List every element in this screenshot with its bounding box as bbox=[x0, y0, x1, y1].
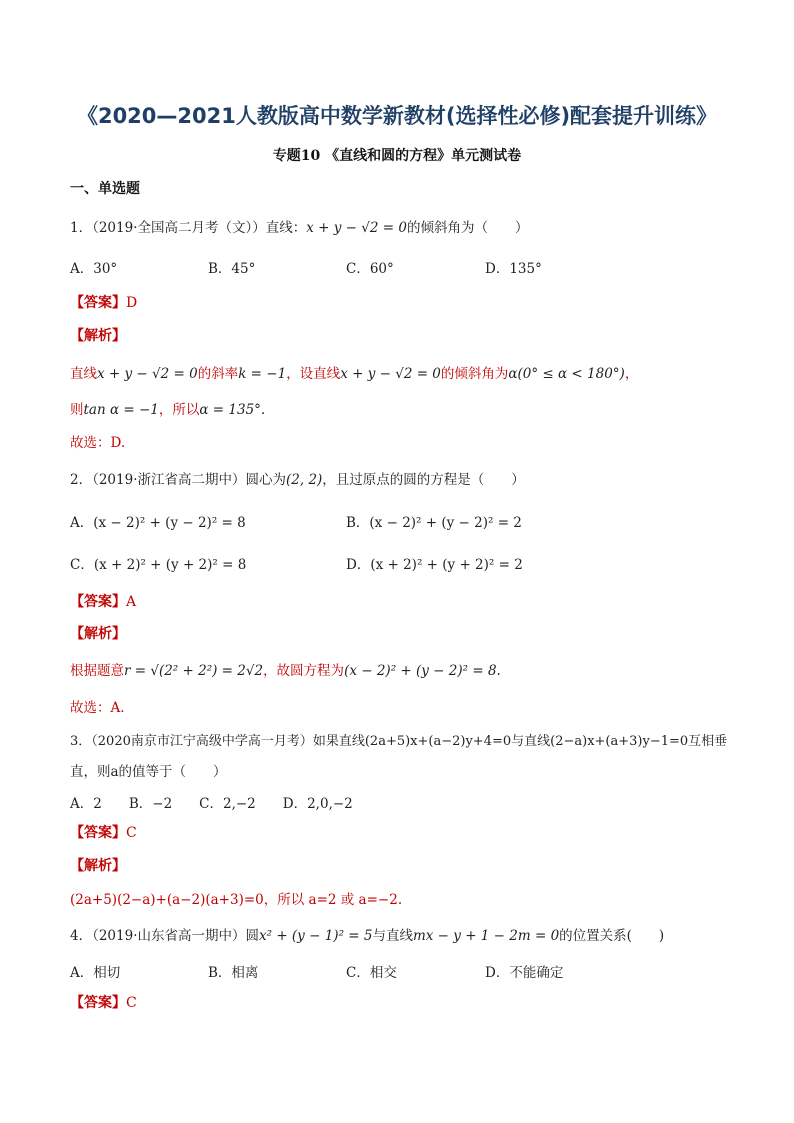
q2-option-c: C．(x + 2)² + (y + 2)² = 8 bbox=[70, 557, 247, 573]
q4-stem-prefix: 4．（2019·山东省高一期中）圆 bbox=[70, 928, 259, 944]
q4-stem-math: mx − y + 1 − 2m = 0 bbox=[412, 928, 560, 944]
q2-analysis-line bbox=[70, 659, 501, 679]
q2-stem bbox=[70, 468, 525, 488]
q1-option-a: A．30° bbox=[70, 261, 118, 277]
math-fragment: k = −1 bbox=[238, 366, 287, 382]
q2-analysis-label: 【解析】 bbox=[70, 626, 126, 642]
math-fragment: α(0° ≤ α < 180°) bbox=[508, 366, 625, 382]
math-fragment: α = 135°. bbox=[199, 402, 266, 418]
text-fragment: ，设直线 bbox=[286, 366, 341, 382]
document-subtitle: 专题10 《直线和圆的方程》单元测试卷 bbox=[272, 148, 522, 164]
q3-stem-line2: 直，则a的值等于（ ） bbox=[70, 764, 227, 780]
q1-answer bbox=[70, 292, 137, 312]
math-fragment: x + y − √2 = 0 bbox=[97, 366, 198, 382]
q2-option-a: A．(x − 2)² + (y − 2)² = 8 bbox=[70, 515, 246, 531]
section-heading: 一、单选题 bbox=[70, 181, 140, 197]
q1-analysis-line1 bbox=[70, 362, 638, 382]
q2-stem-prefix: 2．（2019·浙江省高二期中）圆心为 bbox=[70, 472, 286, 488]
q4-stem-mid: 与直线 bbox=[372, 928, 413, 944]
math-fragment: (x − 2)² + (y − 2)² = 8. bbox=[344, 663, 501, 679]
q1-stem-prefix: 1．（2019·全国高二月考（文））直线： bbox=[70, 220, 307, 236]
q1-analysis-line2 bbox=[70, 398, 265, 418]
q3-options: A．2 B．−2 C．2,−2 D．2,0,−2 bbox=[70, 796, 353, 812]
q3-analysis: (2a+5)(2−a)+(a−2)(a+3)=0，所以 a=2 或 a=−2. bbox=[70, 892, 403, 908]
math-fragment: x + y − √2 = 0 bbox=[340, 366, 441, 382]
q1-option-c: C．60° bbox=[346, 261, 394, 277]
q2-option-d: D．(x + 2)² + (y + 2)² = 2 bbox=[346, 557, 523, 573]
q4-option-c: C．相交 bbox=[346, 965, 397, 981]
text-fragment: 的斜率 bbox=[197, 366, 239, 382]
q4-stem-math: x² + (y − 1)² = 5 bbox=[259, 928, 373, 944]
q4-option-d: D．不能确定 bbox=[485, 965, 564, 981]
math-fragment: r = √(2² + 2²) = 2√2 bbox=[124, 663, 264, 679]
text-fragment: ， bbox=[624, 366, 639, 382]
q2-option-b: B．(x − 2)² + (y − 2)² = 2 bbox=[346, 515, 522, 531]
q1-conclusion: 故选：D. bbox=[70, 435, 126, 451]
q1-option-d: D．135° bbox=[485, 261, 542, 277]
text-fragment: 直线 bbox=[70, 366, 97, 382]
text-fragment: 根据题意 bbox=[70, 663, 124, 679]
q1-stem-math: x + y − √2 = 0 bbox=[306, 220, 407, 236]
text-fragment: 的倾斜角为 bbox=[440, 366, 509, 382]
answer-value: C bbox=[126, 995, 137, 1011]
q4-stem-suffix: 的位置关系( ) bbox=[559, 928, 665, 944]
answer-label: 【答案】 bbox=[70, 825, 126, 841]
q3-stem-line1: 3．（2020南京市江宁高级中学高一月考）如果直线(2a+5)x+(a−2)y+4=0与直线(2−a)x+(a+3)y−1=0互相垂 bbox=[70, 734, 728, 749]
q2-stem-suffix: ，且过原点的圆的方程是（ ） bbox=[322, 472, 525, 488]
q4-answer bbox=[70, 992, 137, 1012]
q1-stem-suffix: 的倾斜角为（ ） bbox=[406, 220, 529, 236]
q3-answer bbox=[70, 822, 137, 842]
q1-analysis-label: 【解析】 bbox=[70, 328, 126, 344]
q2-answer bbox=[70, 591, 136, 611]
q2-stem-math: (2, 2) bbox=[286, 472, 323, 488]
q4-option-a: A．相切 bbox=[70, 965, 121, 981]
text-fragment: 则 bbox=[70, 402, 84, 418]
math-fragment: tan α = −1 bbox=[83, 402, 159, 418]
q3-analysis-label: 【解析】 bbox=[70, 858, 126, 874]
answer-value: D bbox=[126, 295, 138, 311]
answer-label: 【答案】 bbox=[70, 295, 126, 311]
q1-stem bbox=[70, 216, 528, 236]
answer-value: C bbox=[126, 825, 137, 841]
text-fragment: ，故圆方程为 bbox=[263, 663, 345, 679]
q4-stem bbox=[70, 924, 664, 944]
document-title: 《2020—2021人教版高中数学新教材(选择性必修)配套提升训练》 bbox=[76, 104, 718, 128]
q2-conclusion: 故选：A. bbox=[70, 700, 125, 716]
answer-value: A bbox=[126, 594, 137, 610]
q4-option-b: B．相离 bbox=[208, 965, 259, 981]
answer-label: 【答案】 bbox=[70, 594, 126, 610]
answer-label: 【答案】 bbox=[70, 995, 126, 1011]
q1-option-b: B．45° bbox=[208, 261, 256, 277]
text-fragment: ，所以 bbox=[158, 402, 200, 418]
